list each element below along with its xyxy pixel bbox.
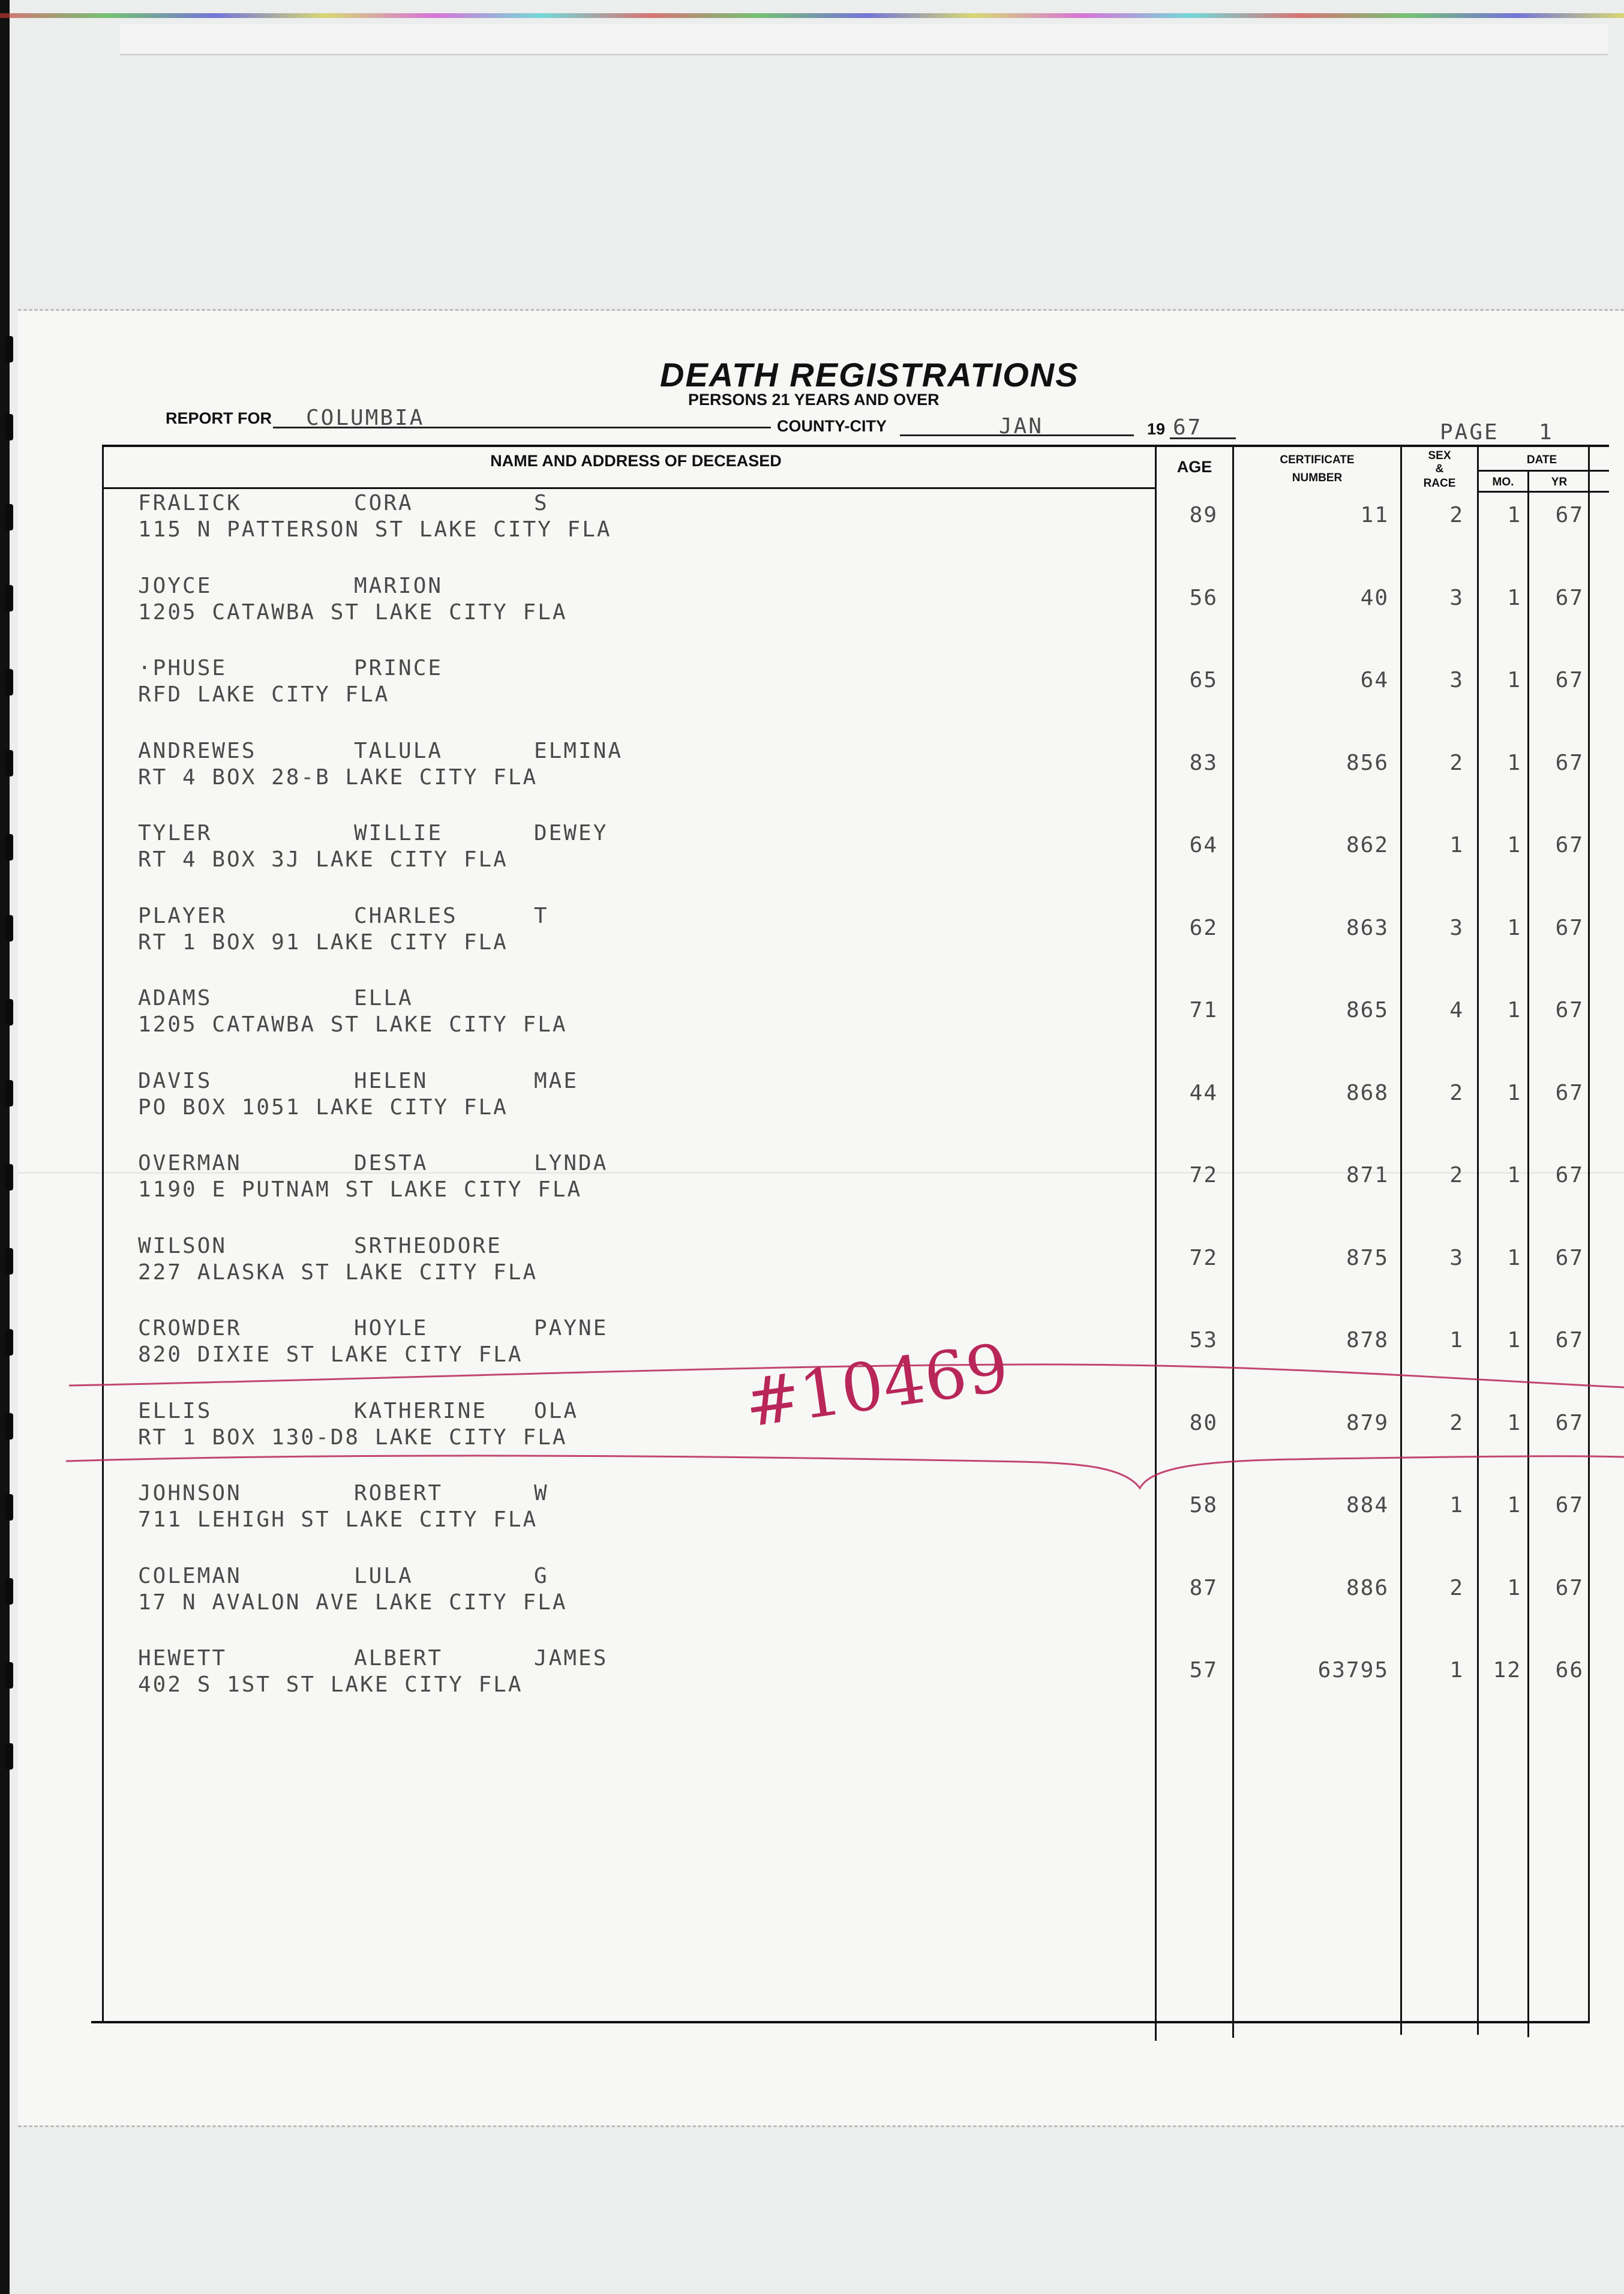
record-year: 67 bbox=[1555, 1081, 1584, 1105]
record-age: 56 bbox=[1189, 586, 1218, 610]
record-sex-race: 2 bbox=[1449, 751, 1464, 775]
record-certificate-number: 63795 bbox=[1317, 1658, 1389, 1683]
record-middle-name: LYNDA bbox=[534, 1151, 608, 1176]
record-first-name: ROBERT bbox=[354, 1481, 443, 1506]
record-address: 17 N AVALON AVE LAKE CITY FLA bbox=[138, 1590, 568, 1615]
header-sex: SEX bbox=[1428, 449, 1451, 462]
header-certificate: CERTIFICATE bbox=[1280, 454, 1355, 466]
record-certificate-number: 856 bbox=[1346, 751, 1389, 775]
year-value: 67 bbox=[1173, 415, 1203, 440]
record-middle-name: MAE bbox=[534, 1069, 579, 1093]
report-for-value: COLUMBIA bbox=[306, 406, 425, 430]
handwritten-file-number: #10469 bbox=[740, 1329, 1013, 1443]
header-date: DATE bbox=[1526, 454, 1557, 466]
record-first-name: MARION bbox=[354, 574, 443, 598]
record-first-name: TALULA bbox=[354, 739, 443, 763]
record-month: 1 bbox=[1507, 1081, 1521, 1105]
record-month: 1 bbox=[1507, 916, 1521, 940]
record-middle-name: ELMINA bbox=[534, 739, 623, 763]
record-address: 1190 E PUTNAM ST LAKE CITY FLA bbox=[138, 1177, 583, 1202]
record-month: 1 bbox=[1507, 1493, 1521, 1518]
record-middle-name: OLA bbox=[534, 1399, 579, 1423]
record-last-name: DAVIS bbox=[138, 1069, 212, 1093]
record-year: 67 bbox=[1555, 1328, 1584, 1353]
record-year: 67 bbox=[1555, 1411, 1584, 1435]
record-sex-race: 2 bbox=[1449, 1081, 1464, 1105]
header-month: MO. bbox=[1492, 476, 1514, 488]
record-last-name: PLAYER bbox=[138, 904, 227, 928]
page-label: PAGE bbox=[1440, 420, 1499, 445]
record-certificate-number: 11 bbox=[1360, 503, 1389, 527]
record-month: 1 bbox=[1507, 1328, 1521, 1353]
record-sex-race: 1 bbox=[1449, 833, 1464, 857]
record-last-name: OVERMAN bbox=[138, 1151, 242, 1176]
record-month: 1 bbox=[1507, 586, 1521, 610]
record-age: 53 bbox=[1189, 1328, 1218, 1353]
header-race: RACE bbox=[1423, 477, 1456, 490]
record-year: 67 bbox=[1555, 1493, 1584, 1518]
record-age: 87 bbox=[1189, 1576, 1218, 1600]
record-age: 65 bbox=[1189, 668, 1218, 692]
record-sex-race: 3 bbox=[1449, 916, 1464, 940]
record-age: 64 bbox=[1189, 833, 1218, 857]
record-last-name: ANDREWES bbox=[138, 739, 257, 763]
header-age: AGE bbox=[1176, 458, 1212, 476]
record-certificate-number: 884 bbox=[1346, 1493, 1389, 1518]
record-age: 44 bbox=[1189, 1081, 1218, 1105]
record-first-name: WILLIE bbox=[354, 821, 443, 845]
record-certificate-number: 878 bbox=[1346, 1328, 1389, 1353]
record-certificate-number: 40 bbox=[1360, 586, 1389, 610]
record-address: 1205 CATAWBA ST LAKE CITY FLA bbox=[138, 1012, 568, 1037]
record-year: 66 bbox=[1555, 1658, 1584, 1683]
record-first-name: ELLA bbox=[354, 986, 413, 1010]
record-age: 83 bbox=[1189, 751, 1218, 775]
record-certificate-number: 868 bbox=[1346, 1081, 1389, 1105]
record-middle-name: S bbox=[534, 491, 549, 515]
record-certificate-number: 871 bbox=[1346, 1163, 1389, 1188]
year-prefix: 19 bbox=[1147, 420, 1166, 438]
record-month: 1 bbox=[1507, 1246, 1521, 1270]
record-address: 227 ALASKA ST LAKE CITY FLA bbox=[138, 1260, 538, 1285]
record-sex-race: 3 bbox=[1449, 1246, 1464, 1270]
month-value: JAN bbox=[999, 414, 1044, 439]
record-certificate-number: 875 bbox=[1346, 1246, 1389, 1270]
record-month: 12 bbox=[1493, 1658, 1521, 1683]
record-age: 80 bbox=[1189, 1411, 1218, 1435]
record-certificate-number: 863 bbox=[1346, 916, 1389, 940]
record-middle-name: G bbox=[534, 1564, 549, 1588]
record-first-name: DESTA bbox=[354, 1151, 428, 1176]
record-month: 1 bbox=[1507, 1411, 1521, 1435]
record-sex-race: 3 bbox=[1449, 668, 1464, 692]
record-address: RT 1 BOX 91 LAKE CITY FLA bbox=[138, 930, 508, 955]
record-year: 67 bbox=[1555, 503, 1584, 527]
record-year: 67 bbox=[1555, 1246, 1584, 1270]
record-sex-race: 2 bbox=[1449, 1576, 1464, 1600]
record-year: 67 bbox=[1555, 751, 1584, 775]
record-sex-race: 1 bbox=[1449, 1658, 1464, 1683]
record-first-name: ALBERT bbox=[354, 1646, 443, 1671]
record-address: PO BOX 1051 LAKE CITY FLA bbox=[138, 1095, 508, 1120]
record-last-name: WILSON bbox=[138, 1234, 227, 1258]
record-middle-name: T bbox=[534, 904, 549, 928]
record-first-name: KATHERINE bbox=[354, 1399, 488, 1423]
record-certificate-number: 64 bbox=[1360, 668, 1389, 692]
record-first-name: SRTHEODORE bbox=[354, 1234, 502, 1258]
record-sex-race: 1 bbox=[1449, 1328, 1464, 1353]
record-month: 1 bbox=[1507, 998, 1521, 1022]
record-last-name: ·PHUSE bbox=[138, 656, 227, 680]
record-month: 1 bbox=[1507, 1163, 1521, 1188]
record-sex-race: 2 bbox=[1449, 1411, 1464, 1435]
record-middle-name: DEWEY bbox=[534, 821, 608, 845]
record-last-name: JOYCE bbox=[138, 574, 212, 598]
record-address: RT 4 BOX 3J LAKE CITY FLA bbox=[138, 847, 508, 872]
record-first-name: HELEN bbox=[354, 1069, 428, 1093]
record-age: 62 bbox=[1189, 916, 1218, 940]
header-number: NUMBER bbox=[1292, 472, 1343, 484]
record-month: 1 bbox=[1507, 833, 1521, 857]
record-last-name: ELLIS bbox=[138, 1399, 212, 1423]
record-middle-name: W bbox=[534, 1481, 549, 1506]
record-last-name: JOHNSON bbox=[138, 1481, 242, 1506]
record-sex-race: 2 bbox=[1449, 503, 1464, 527]
record-month: 1 bbox=[1507, 1576, 1521, 1600]
record-address: RT 1 BOX 130-D8 LAKE CITY FLA bbox=[138, 1425, 568, 1450]
header-amp: & bbox=[1435, 463, 1444, 475]
record-month: 1 bbox=[1507, 668, 1521, 692]
header-name-address: NAME AND ADDRESS OF DECEASED bbox=[490, 452, 782, 470]
record-age: 71 bbox=[1189, 998, 1218, 1022]
record-age: 72 bbox=[1189, 1246, 1218, 1270]
record-sex-race: 3 bbox=[1449, 586, 1464, 610]
record-address: RT 4 BOX 28-B LAKE CITY FLA bbox=[138, 765, 538, 790]
record-first-name: PRINCE bbox=[354, 656, 443, 680]
record-first-name: CHARLES bbox=[354, 904, 458, 928]
record-certificate-number: 886 bbox=[1346, 1576, 1389, 1600]
record-year: 67 bbox=[1555, 833, 1584, 857]
record-first-name: HOYLE bbox=[354, 1316, 428, 1341]
record-month: 1 bbox=[1507, 751, 1521, 775]
record-sex-race: 1 bbox=[1449, 1493, 1464, 1518]
record-last-name: ADAMS bbox=[138, 986, 212, 1010]
record-address: 402 S 1ST ST LAKE CITY FLA bbox=[138, 1672, 523, 1697]
record-certificate-number: 879 bbox=[1346, 1411, 1389, 1435]
record-first-name: CORA bbox=[354, 491, 413, 515]
record-address: 711 LEHIGH ST LAKE CITY FLA bbox=[138, 1507, 538, 1532]
record-first-name: LULA bbox=[354, 1564, 413, 1588]
page-number: 1 bbox=[1539, 420, 1554, 445]
record-address: 820 DIXIE ST LAKE CITY FLA bbox=[138, 1342, 523, 1367]
record-certificate-number: 862 bbox=[1346, 833, 1389, 857]
record-sex-race: 4 bbox=[1449, 998, 1464, 1022]
record-sex-race: 2 bbox=[1449, 1163, 1464, 1188]
record-year: 67 bbox=[1555, 586, 1584, 610]
record-year: 67 bbox=[1555, 998, 1584, 1022]
record-last-name: CROWDER bbox=[138, 1316, 242, 1341]
header-year: YR bbox=[1551, 476, 1568, 488]
record-middle-name: JAMES bbox=[534, 1646, 608, 1671]
record-year: 67 bbox=[1555, 668, 1584, 692]
record-address: 115 N PATTERSON ST LAKE CITY FLA bbox=[138, 517, 612, 542]
record-age: 72 bbox=[1189, 1163, 1218, 1188]
record-address: 1205 CATAWBA ST LAKE CITY FLA bbox=[138, 600, 568, 625]
form-subtitle: PERSONS 21 YEARS AND OVER bbox=[688, 391, 939, 409]
record-last-name: FRALICK bbox=[138, 491, 242, 515]
record-year: 67 bbox=[1555, 1576, 1584, 1600]
record-address: RFD LAKE CITY FLA bbox=[138, 682, 390, 707]
county-city-label: COUNTY-CITY bbox=[777, 417, 887, 435]
record-month: 1 bbox=[1507, 503, 1521, 527]
record-age: 89 bbox=[1189, 503, 1218, 527]
record-last-name: TYLER bbox=[138, 821, 212, 845]
record-middle-name: PAYNE bbox=[534, 1316, 608, 1341]
record-last-name: COLEMAN bbox=[138, 1564, 242, 1588]
record-year: 67 bbox=[1555, 916, 1584, 940]
record-last-name: HEWETT bbox=[138, 1646, 227, 1671]
record-age: 58 bbox=[1189, 1493, 1218, 1518]
form-title: DEATH REGISTRATIONS bbox=[660, 356, 1079, 394]
record-age: 57 bbox=[1189, 1658, 1218, 1683]
report-for-label: REPORT FOR bbox=[166, 409, 272, 427]
record-year: 67 bbox=[1555, 1163, 1584, 1188]
record-certificate-number: 865 bbox=[1346, 998, 1389, 1022]
